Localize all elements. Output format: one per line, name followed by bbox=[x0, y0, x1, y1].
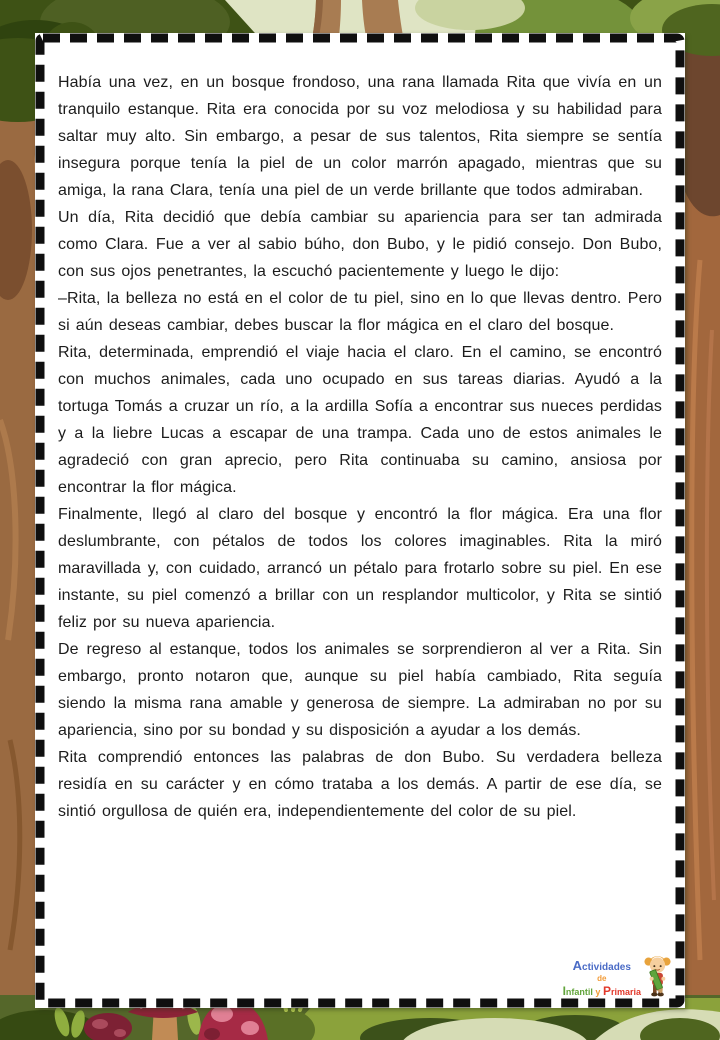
mascot-kid-with-pencil-icon bbox=[644, 953, 671, 999]
story-paragraph-5: Finalmente, llegó al claro del bosque y encontró la flor mágica. Era una flor deslumbrante, con pétalos de todos los colores imaginables. Rita la miró maravillada y, con cuidado, arrancó un pétalo para frotarlo sobre su piel. En ese instante, su piel comenzó a brillar con un resplandor multicolor, y Rita se sintió feliz por su nueva apariencia. bbox=[58, 506, 662, 631]
story-paragraph-3: –Rita, la belleza no está en el color de tu piel, sino en lo que llevas dentro. Pero si aún deseas cambiar, debes buscar la flor mágica en el claro del bosque. bbox=[58, 290, 662, 334]
page-content bbox=[35, 33, 685, 1008]
story-text bbox=[58, 69, 662, 825]
story-paragraph-7: Rita comprendió entonces las palabras de don Bubo. Su verdadera belleza residía en su carácter y en cómo trataba a los demás. A partir de ese día, se sintió orgullosa de quién era, independientemente del color de su piel. bbox=[58, 749, 662, 820]
publisher-logo-text bbox=[563, 958, 641, 1000]
story-paragraph-4: Rita, determinada, emprendió el viaje hacia el claro. En el camino, se encontró con muchos animales, cada uno ocupado en sus tareas diarias. Ayudó a la tortuga Tomás a cruzar un río, a la ardilla Sofía a encontrar sus nueces perdidas y a la liebre Lucas a escapar de una trampa. Cada uno de estos animales le agradeció con gran aprecio, pero Rita continuaba su camino, ansiosa por encontrar la flor mágica. bbox=[58, 344, 662, 496]
publisher-logo bbox=[563, 953, 671, 999]
story-paragraph-2: Un día, Rita decidió que debía cambiar su apariencia para ser tan admirada como Clara. Fue a ver al sabio búho, don Bubo, y le pidió consejo. Don Bubo, con sus ojos penetrantes, la escuchó pacientemente y luego le dijo: bbox=[58, 209, 662, 280]
logo-line-actividades: Actividades bbox=[572, 957, 631, 973]
logo-line-de: de bbox=[597, 974, 607, 983]
story-paragraph-1: Había una vez, en un bosque frondoso, una rana llamada Rita que vivía en un tranquilo estanque. Rita era conocida por su voz melodiosa y su habilidad para saltar muy alto. Sin embargo, a pesar de sus talentos, Rita siempre se sentía insegura porque tenía la piel de un color marrón apagado, mientras que su amiga, la rana Clara, tenía una piel de un verde brillante que todos admiraban. bbox=[58, 74, 662, 199]
story-paragraph-6: De regreso al estanque, todos los animales se sorprendieron al ver a Rita. Sin embargo, pronto notaron que, aunque su piel había cambiado, Rita seguía siendo la misma rana amable y generosa de siempre. La admiraban no por su apariencia, sino por su bondad y su disposición a ayudar a los demás. bbox=[58, 641, 662, 739]
logo-line-infantil-primaria: Infantil y Primaria bbox=[562, 984, 641, 998]
story-page bbox=[35, 33, 685, 1008]
